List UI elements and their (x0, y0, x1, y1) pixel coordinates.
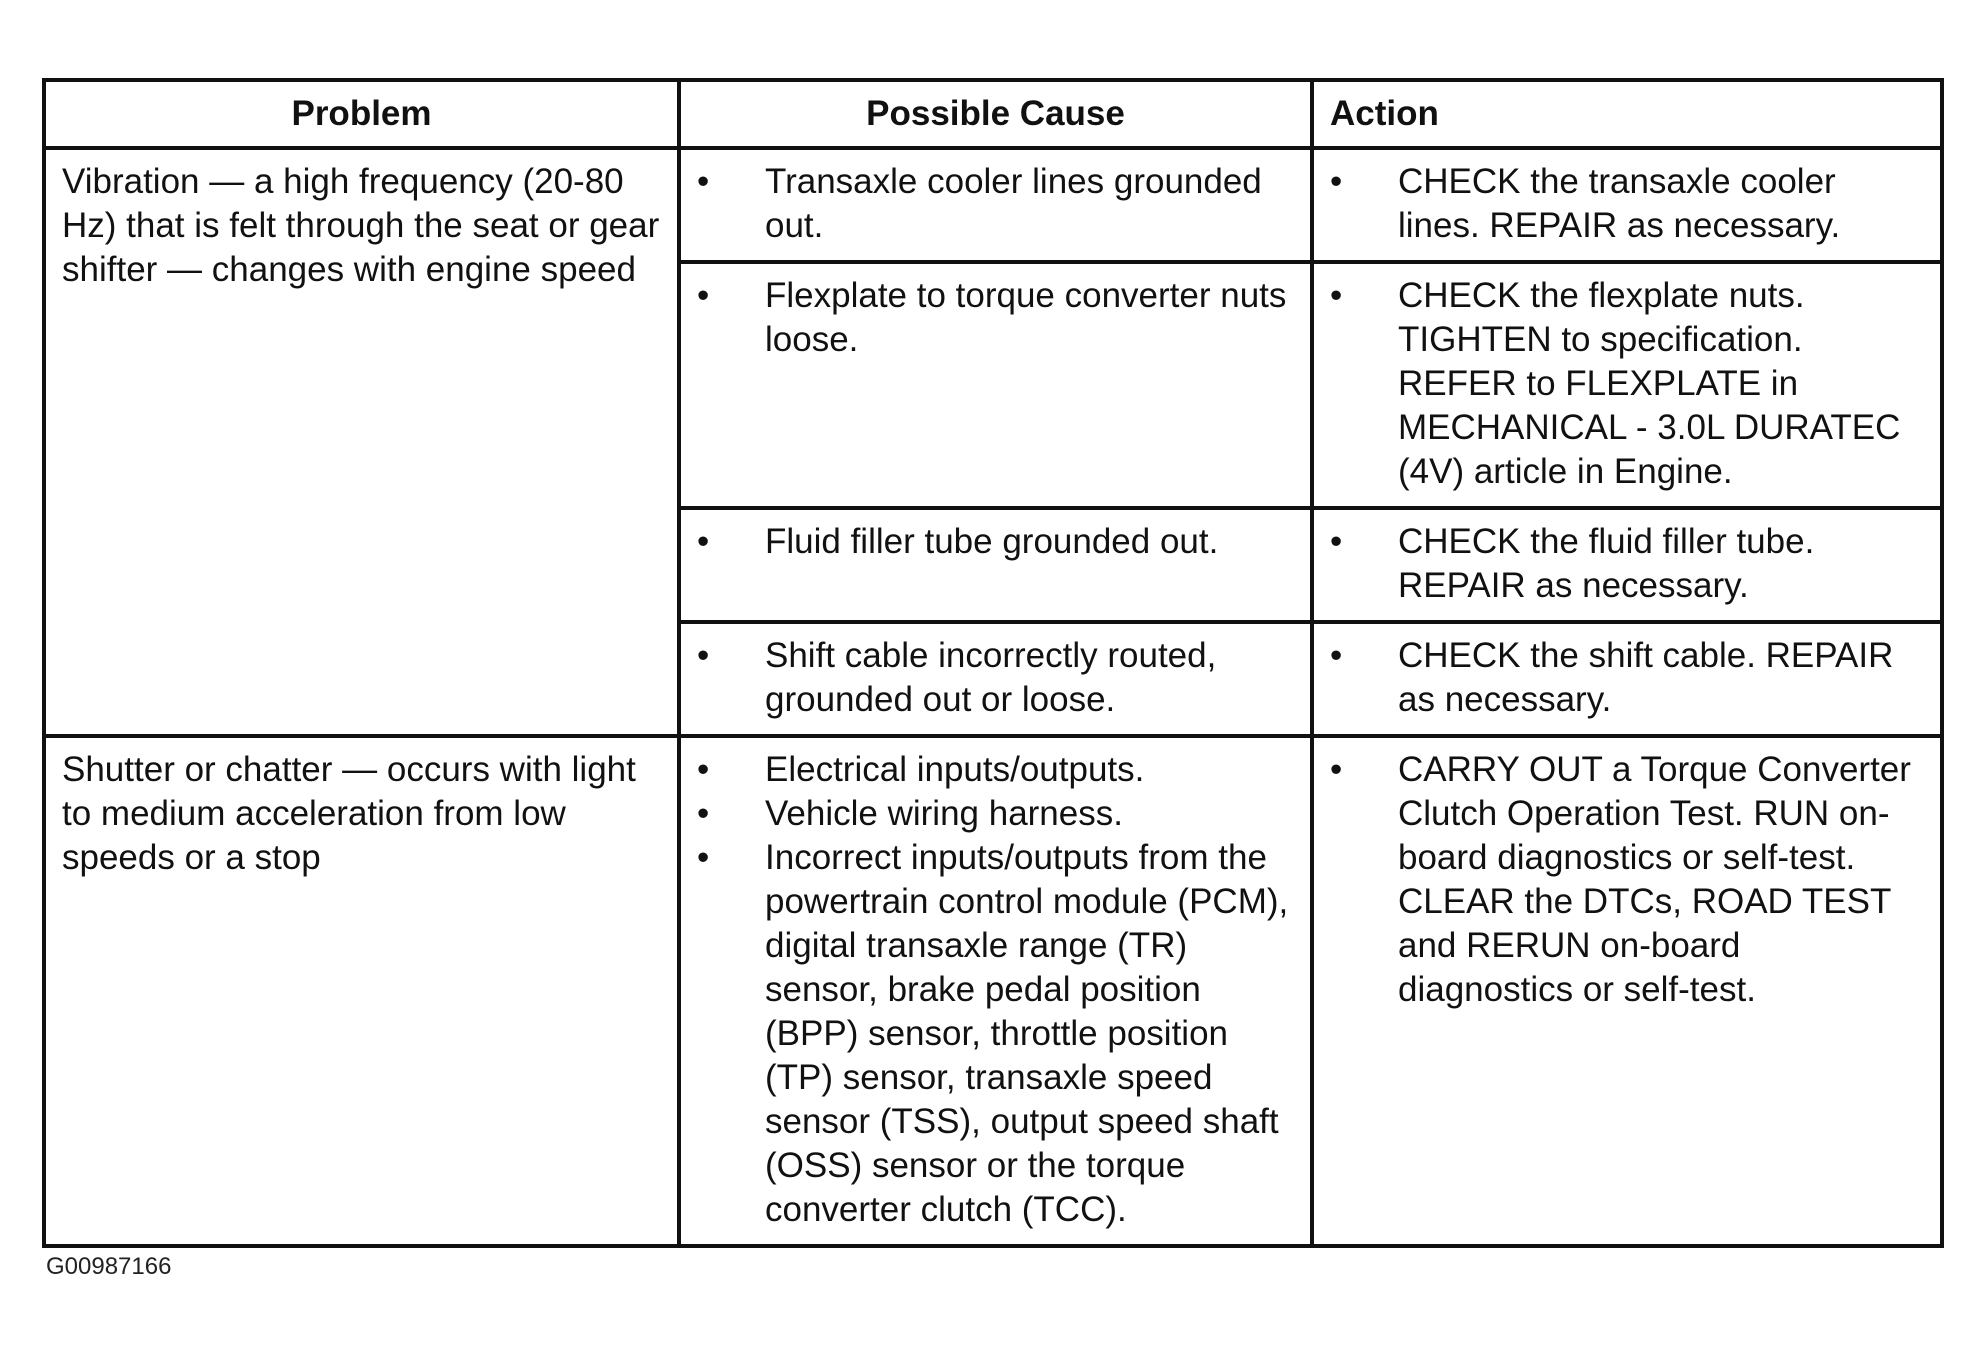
header-action: Action (1312, 80, 1942, 148)
action-cell (1312, 736, 1942, 1246)
cause-cell (679, 262, 1312, 508)
header-possible-cause: Possible Cause (679, 80, 1312, 148)
problem-cell: Vibration — a high frequency (20-80 Hz) that is felt through the seat or gear shifter — changes with engine speed (44, 148, 679, 736)
cause-item: • Incorrect inputs/outputs from the powertrain control module (PCM), digital transaxle range (TR) sensor, brake pedal position (BPP) sensor, throttle position (TP) sensor, transaxle speed sensor (TSS), output speed shaft (OSS) sensor or the torque converter clutch (TCC). (697, 836, 1294, 1232)
cause-item: • Flexplate to torque converter nuts loose. (697, 274, 1294, 362)
table-row (44, 736, 1942, 1246)
table-row (44, 148, 1942, 262)
cause-item: • Shift cable incorrectly routed, grounded out or loose. (697, 634, 1294, 722)
header-problem: Problem (44, 80, 679, 148)
action-item: • CHECK the shift cable. REPAIR as necessary. (1330, 634, 1924, 722)
action-item: • CHECK the fluid filler tube. REPAIR as necessary. (1330, 520, 1924, 608)
action-item: • CARRY OUT a Torque Converter Clutch Operation Test. RUN on-board diagnostics or self-test. CLEAR the DTCs, ROAD TEST and RERUN on-board diagnostics or self-test. (1330, 748, 1924, 1012)
cause-cell (679, 508, 1312, 622)
cause-cell (679, 148, 1312, 262)
cause-cell (679, 622, 1312, 736)
figure-id: G00987166 (46, 1253, 172, 1280)
cause-cell (679, 736, 1312, 1246)
cause-item: • Electrical inputs/outputs. (697, 748, 1294, 792)
action-cell (1312, 622, 1942, 736)
diagnosis-table (42, 78, 1944, 1248)
problem-cell: Shutter or chatter — occurs with light to medium acceleration from low speeds or a stop (44, 736, 679, 1246)
cause-item: • Transaxle cooler lines grounded out. (697, 160, 1294, 248)
action-cell (1312, 508, 1942, 622)
header-row (44, 80, 1942, 148)
cause-item: • Vehicle wiring harness. (697, 792, 1294, 836)
action-cell (1312, 262, 1942, 508)
action-item: • CHECK the flexplate nuts. TIGHTEN to specification. REFER to FLEXPLATE in MECHANICAL - 3.0L DURATEC (4V) article in Engine. (1330, 274, 1924, 494)
action-item: • CHECK the transaxle cooler lines. REPAIR as necessary. (1330, 160, 1924, 248)
cause-item: • Fluid filler tube grounded out. (697, 520, 1294, 564)
action-cell (1312, 148, 1942, 262)
